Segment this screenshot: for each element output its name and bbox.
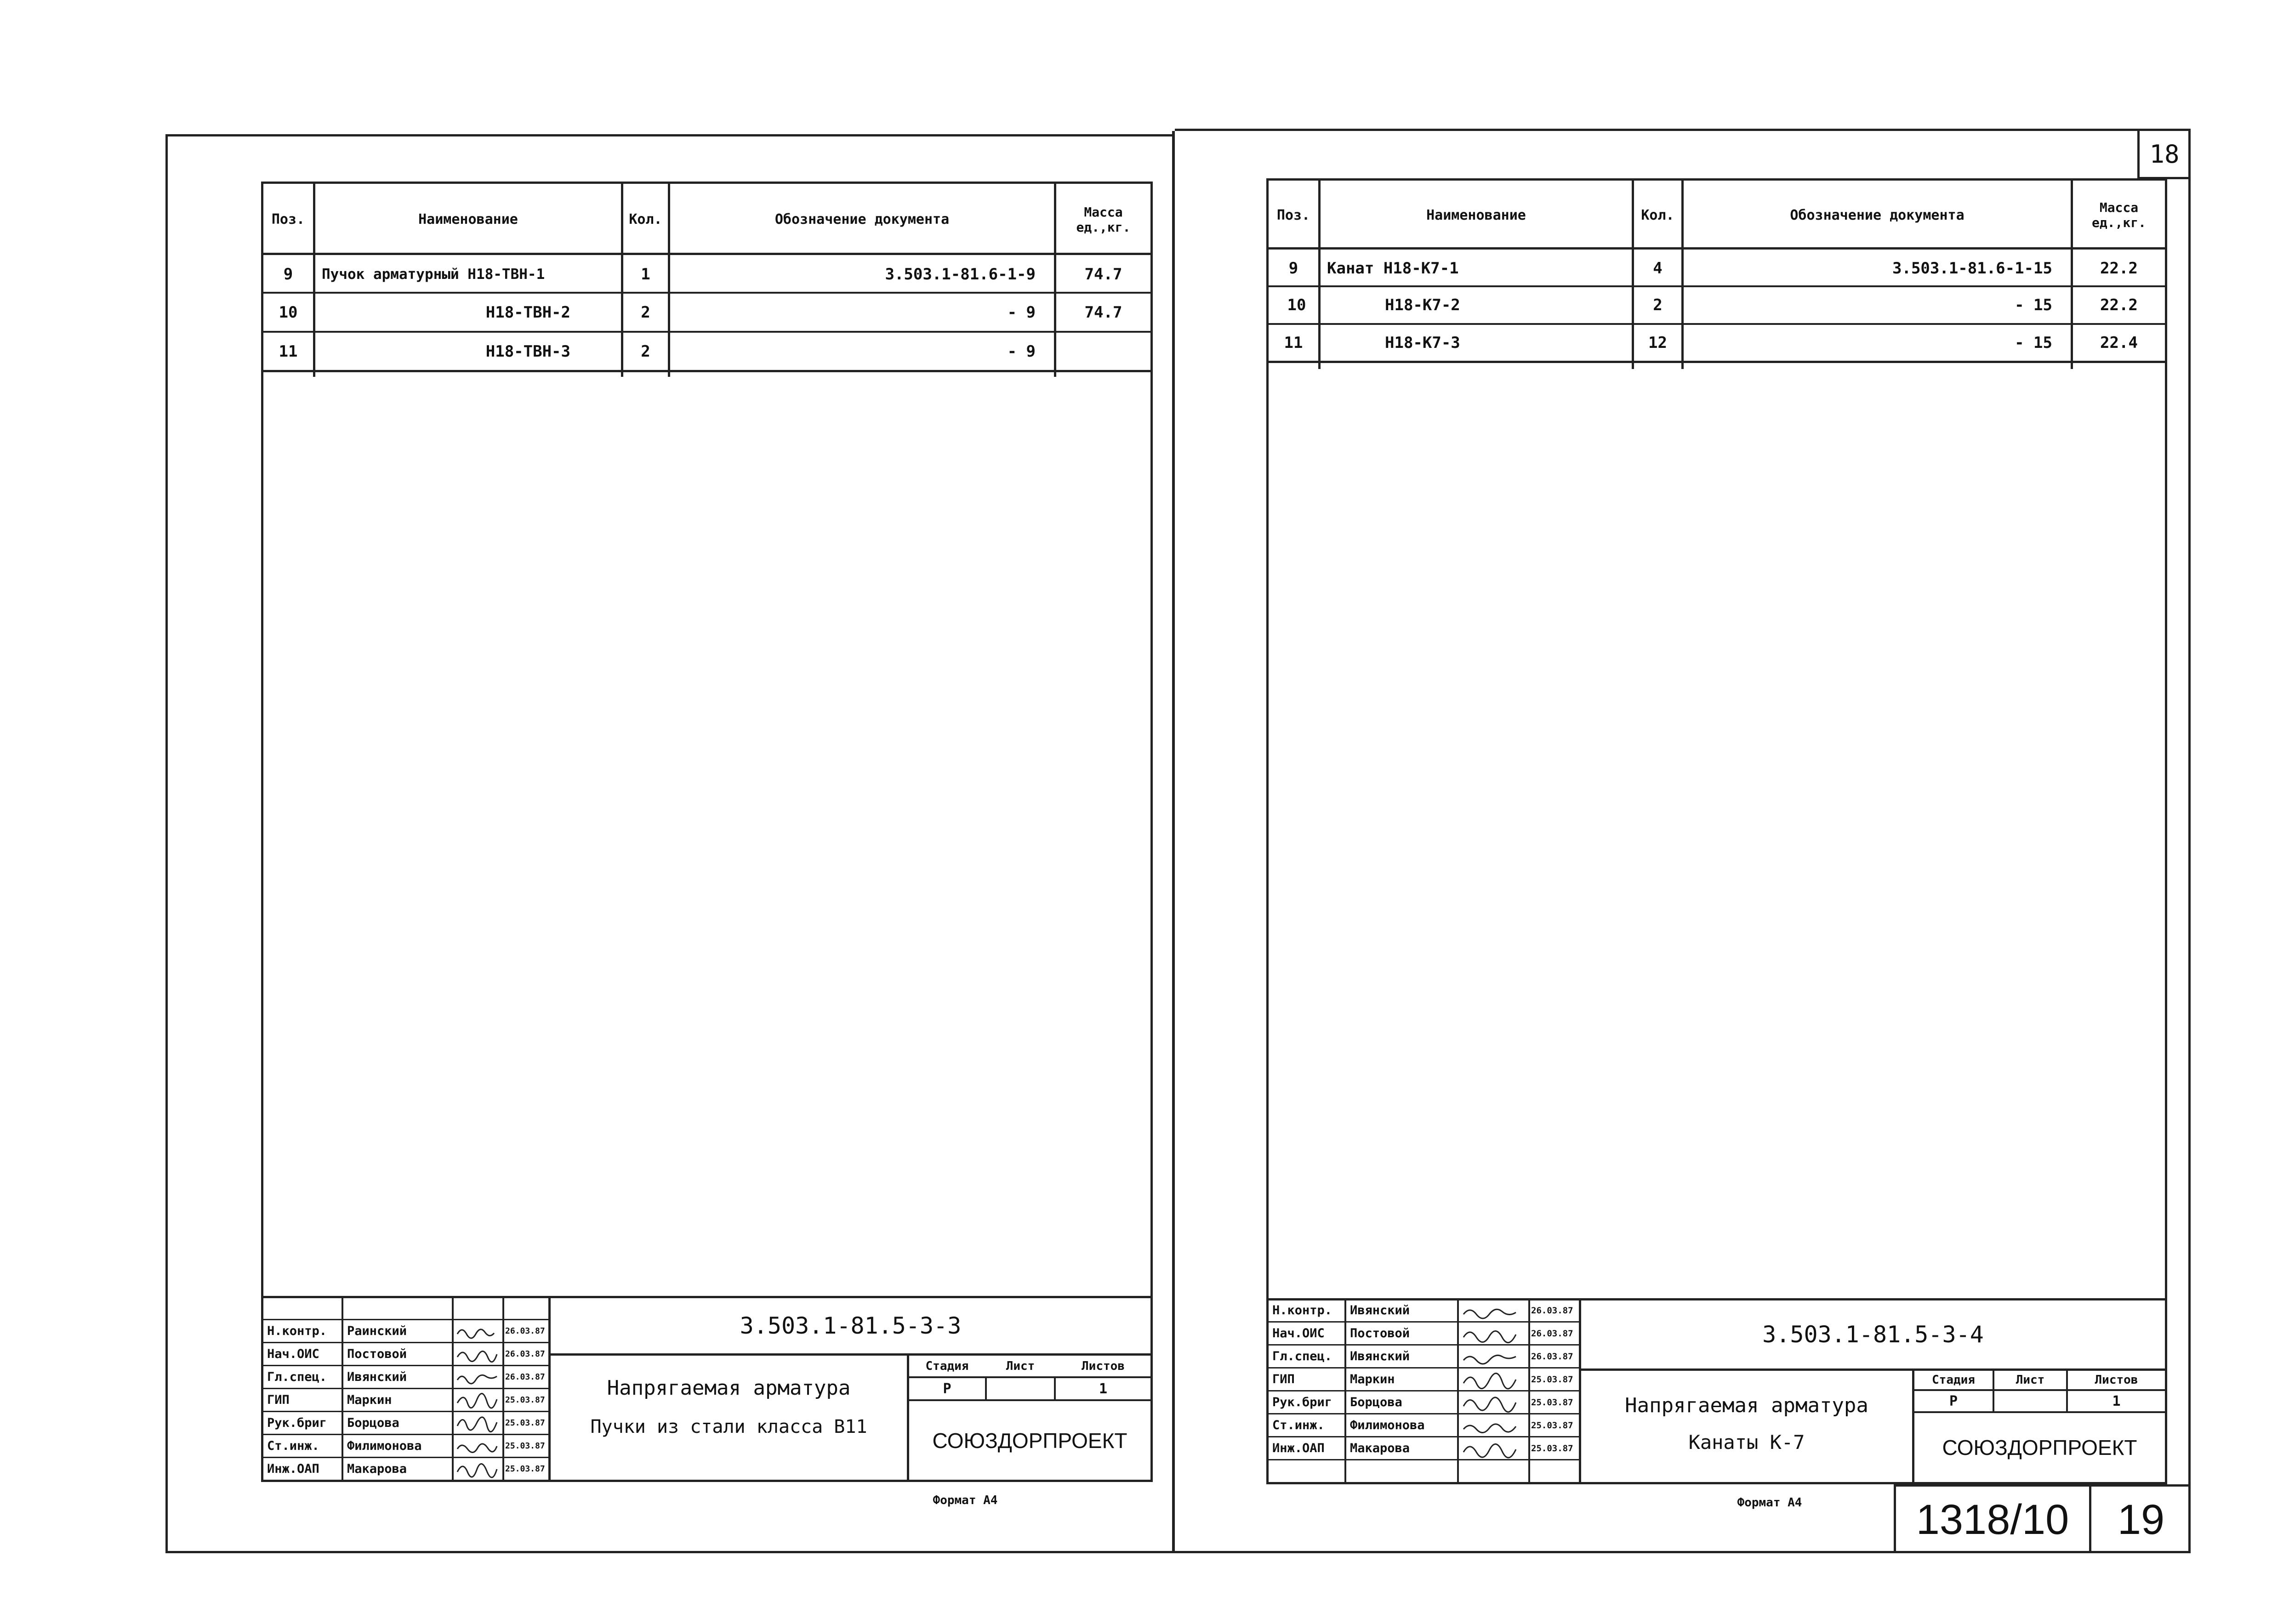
tb-person: Филимонова (347, 1439, 422, 1453)
tb-stage-value: Р (1949, 1393, 1958, 1409)
tb-role: Нач.ОИС (1272, 1326, 1325, 1340)
tb-date: 26.03.87 (505, 1326, 545, 1336)
row-pos: 10 (1287, 296, 1306, 314)
col-header-pos: Поз. (271, 211, 305, 227)
tb-row-line (1269, 1459, 1579, 1460)
row-mass: 22.4 (2100, 334, 2138, 352)
col-header-mass: Масса ед.,кг. (1076, 204, 1131, 235)
tb-role: Ст.инж. (1272, 1418, 1325, 1432)
tb-person: Филимонова (1350, 1418, 1425, 1432)
col-header-doc: Обозначение документа (1790, 207, 1964, 223)
col-header-mass: Масса ед.,кг. (2091, 200, 2146, 230)
tb-date: 26.03.87 (1531, 1328, 1573, 1339)
col-header-name: Наименование (1426, 207, 1526, 223)
col-header-qty: Кол. (629, 211, 662, 227)
tb-role: Инж.ОАП (1272, 1441, 1325, 1455)
tb-role: Гл.спец. (1272, 1349, 1332, 1363)
tb-person: Постовой (1350, 1326, 1410, 1340)
row-pos: 9 (1288, 259, 1298, 278)
tb-role: Н.контр. (1272, 1303, 1332, 1317)
left-format-label: Формат А4 (933, 1493, 998, 1507)
tb-person: Борцова (347, 1416, 399, 1430)
page-number: 18 (2149, 139, 2180, 169)
tb-date: 26.03.87 (505, 1372, 545, 1382)
tb-date: 25.03.87 (505, 1395, 545, 1405)
tb-date: 25.03.87 (505, 1464, 545, 1474)
row-name: Пучок арматурный Н18-ТВН-1 (322, 266, 545, 283)
stamp-page: 19 (2117, 1496, 2165, 1543)
col-header-doc: Обозначение документа (774, 211, 950, 227)
row-doc: - 9 (1007, 303, 1036, 322)
tb-sheet-label: Лист (2016, 1373, 2045, 1387)
tb-designation: 3.503.1-81.5-3-3 (740, 1312, 962, 1339)
row-qty: 4 (1653, 259, 1663, 278)
tb-role: Рук.бриг (267, 1416, 327, 1430)
signatures (454, 1320, 502, 1480)
tb-date: 25.03.87 (505, 1418, 545, 1428)
tb-stage-value: Р (943, 1380, 951, 1397)
row-doc: - 9 (1007, 342, 1036, 361)
tb-role: Гл.спец. (267, 1370, 327, 1384)
tb-person: Маркин (347, 1393, 392, 1407)
tb-role: Нач.ОИС (267, 1347, 319, 1361)
tb-person: Борцова (1350, 1395, 1402, 1409)
tb-designation: 3.503.1-81.5-3-4 (1762, 1321, 1984, 1348)
row-doc: 3.503.1-81.6-1-15 (1892, 259, 2052, 278)
row-qty: 2 (1653, 296, 1663, 314)
tb-date: 25.03.87 (1531, 1374, 1573, 1385)
row-name: Н18-ТВН-3 (485, 342, 570, 361)
row-qty: 1 (641, 265, 650, 284)
row-mass: 22.2 (2100, 259, 2138, 278)
tb-sheet-label: Лист (1006, 1359, 1035, 1373)
tb-sheets-value: 1 (1099, 1380, 1108, 1397)
row-pos: 9 (283, 265, 293, 284)
tb-date: 26.03.87 (1531, 1351, 1573, 1362)
col-header-pos: Поз. (1276, 207, 1310, 223)
right-format-label: Формат А4 (1737, 1496, 1802, 1510)
tb-title-line1: Напрягаемая арматура (1625, 1393, 1868, 1417)
tb-date: 25.03.87 (1531, 1420, 1573, 1431)
left-row-line (263, 370, 1150, 372)
tb-role: ГИП (1272, 1372, 1295, 1386)
tb-sheets-value: 1 (2112, 1393, 2121, 1409)
row-doc: - 15 (2015, 334, 2052, 352)
tb-sheet-value (987, 1378, 1054, 1399)
tb-person: Маркин (1350, 1372, 1395, 1386)
row-doc: 3.503.1-81.6-1-9 (885, 265, 1036, 284)
row-name: Н18-ТВН-2 (485, 303, 570, 322)
tb-date: 25.03.87 (505, 1441, 545, 1451)
tb-role: Рук.бриг (1272, 1395, 1332, 1409)
tb-date: 25.03.87 (1531, 1397, 1573, 1408)
tb-person: Постовой (347, 1347, 407, 1361)
row-name: Н18-К7-3 (1385, 334, 1460, 352)
row-qty: 12 (1648, 334, 1667, 352)
row-name: Н18-К7-2 (1385, 296, 1460, 314)
tb-person: Ивянский (1350, 1303, 1410, 1317)
tb-person: Ивянский (347, 1370, 407, 1384)
tb-role: Ст.инж. (267, 1439, 319, 1453)
left-spec-sheet (261, 182, 1153, 1482)
row-mass: 22.2 (2100, 296, 2138, 314)
row-qty: 2 (641, 342, 650, 361)
right-row-line (1269, 361, 2165, 363)
row-qty: 2 (641, 303, 650, 322)
col-header-qty: Кол. (1641, 207, 1674, 223)
tb-org: СОЮЗДОРПРОЕКТ (1942, 1436, 2137, 1459)
row-mass (1056, 333, 1150, 370)
tb-title-line1: Напрягаемая арматура (607, 1376, 851, 1400)
signatures (1459, 1300, 1528, 1459)
tb-date: 26.03.87 (1531, 1305, 1573, 1316)
tb-title-line2: Пучки из стали класса В11 (590, 1416, 867, 1437)
tb-date: 25.03.87 (1531, 1443, 1573, 1454)
tb-title-line2: Канаты К-7 (1688, 1431, 1805, 1454)
col-header-name: Наименование (418, 211, 518, 227)
tb-role: Инж.ОАП (267, 1462, 319, 1476)
tb-person: Макарова (1350, 1441, 1410, 1455)
tb-sheets-label: Листов (1082, 1359, 1125, 1373)
tb-stage-label: Стадия (1932, 1373, 1975, 1387)
stamp-code: 1318/10 (1916, 1496, 2069, 1543)
tb-person: Раинский (347, 1324, 407, 1338)
tb-stage-label: Стадия (925, 1359, 969, 1373)
row-pos: 11 (279, 342, 298, 361)
tb-person: Макарова (347, 1462, 407, 1476)
right-spec-sheet (1266, 178, 2167, 1484)
tb-sheets-label: Листов (2095, 1373, 2138, 1387)
row-pos: 11 (1284, 334, 1303, 352)
tb-person: Ивянский (1350, 1349, 1410, 1363)
tb-date: 26.03.87 (505, 1349, 545, 1359)
tb-org: СОЮЗДОРПРОЕКТ (932, 1428, 1127, 1453)
tb-role: ГИП (267, 1393, 290, 1407)
tb-role: Н.контр. (267, 1324, 327, 1338)
row-pos: 10 (279, 303, 298, 322)
row-name: Канат Н18-К7-1 (1327, 259, 1459, 278)
row-mass: 74.7 (1084, 265, 1122, 284)
row-mass: 74.7 (1084, 303, 1122, 322)
tb-sheet-value (1994, 1391, 2066, 1411)
row-doc: - 15 (2015, 296, 2052, 314)
